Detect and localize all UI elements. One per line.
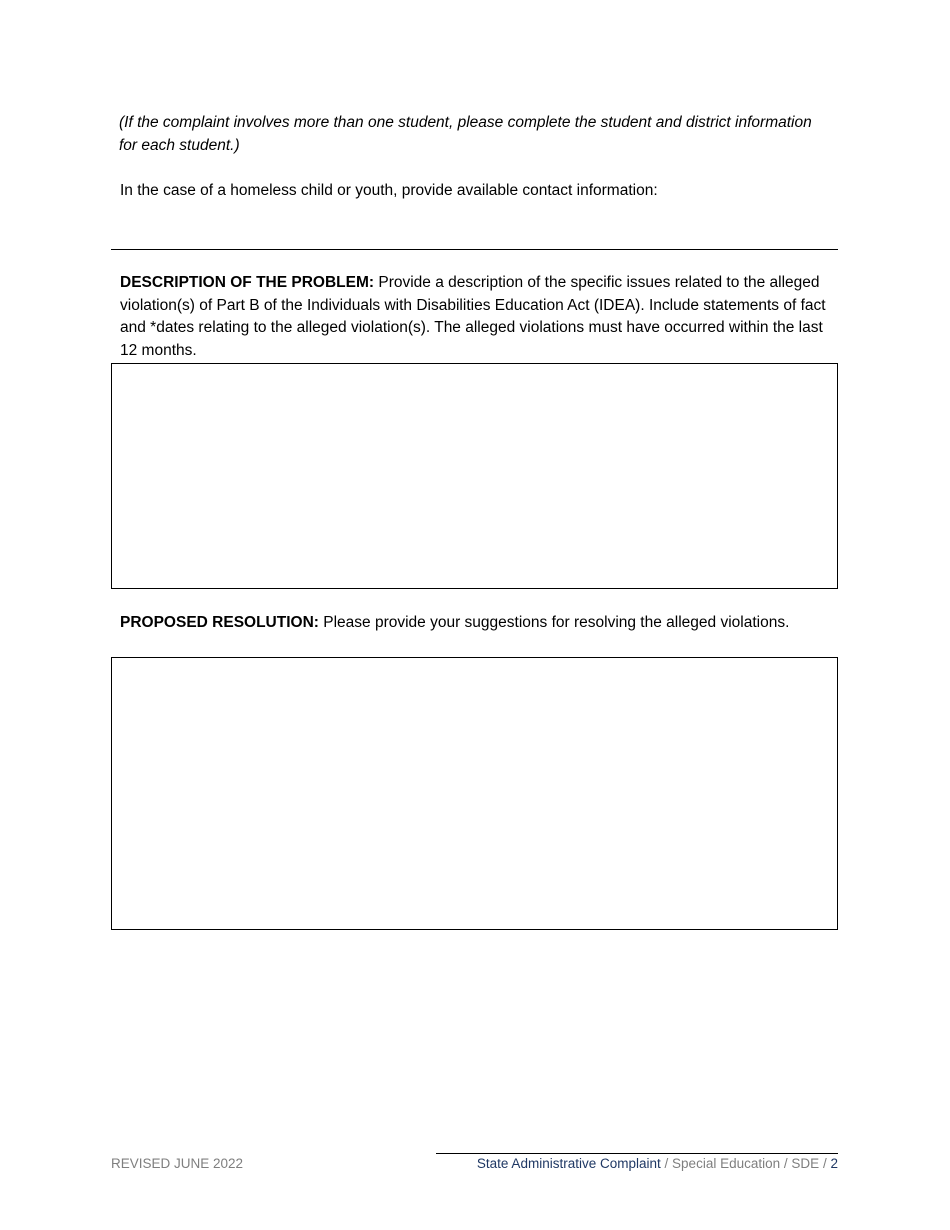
homeless-contact-line[interactable]: [111, 249, 838, 250]
footer-section: Special Education: [672, 1156, 781, 1171]
multi-student-note: (If the complaint involves more than one student, please complete the student and district information for each student.): [119, 114, 812, 154]
resolution-field[interactable]: [111, 657, 838, 930]
footer-doc-title: State Administrative Complaint: [476, 1156, 661, 1171]
footer-document-info: [477, 1156, 838, 1172]
description-field[interactable]: [111, 363, 838, 589]
resolution-text: Please provide your suggestions for resolving the alleged violations.: [318, 614, 790, 631]
resolution-instructions: [120, 612, 835, 635]
footer-separator: /: [783, 1156, 788, 1171]
description-label: DESCRIPTION OF THE PROBLEM:: [120, 274, 375, 291]
description-text: Provide a description of the specific issues related to the alleged violation(s) of Part B of the Individuals with Disabilities Education Act (IDEA). Include statements of fact and *dates relating to the alleged violation(s). The alleged violations must have occurred within the last 12 months.: [120, 274, 826, 359]
description-instructions: [120, 272, 835, 362]
footer-revised-date: REVISED JUNE 2022: [111, 1156, 244, 1171]
footer-separator: /: [822, 1156, 827, 1171]
footer-page-number: 2: [830, 1156, 838, 1171]
homeless-contact-prompt: In the case of a homeless child or youth, provide available contact information:: [120, 182, 658, 199]
footer-separator: /: [664, 1156, 669, 1171]
footer-agency: SDE: [791, 1156, 820, 1171]
footer-divider: [436, 1153, 838, 1154]
resolution-label: PROPOSED RESOLUTION:: [120, 614, 319, 631]
